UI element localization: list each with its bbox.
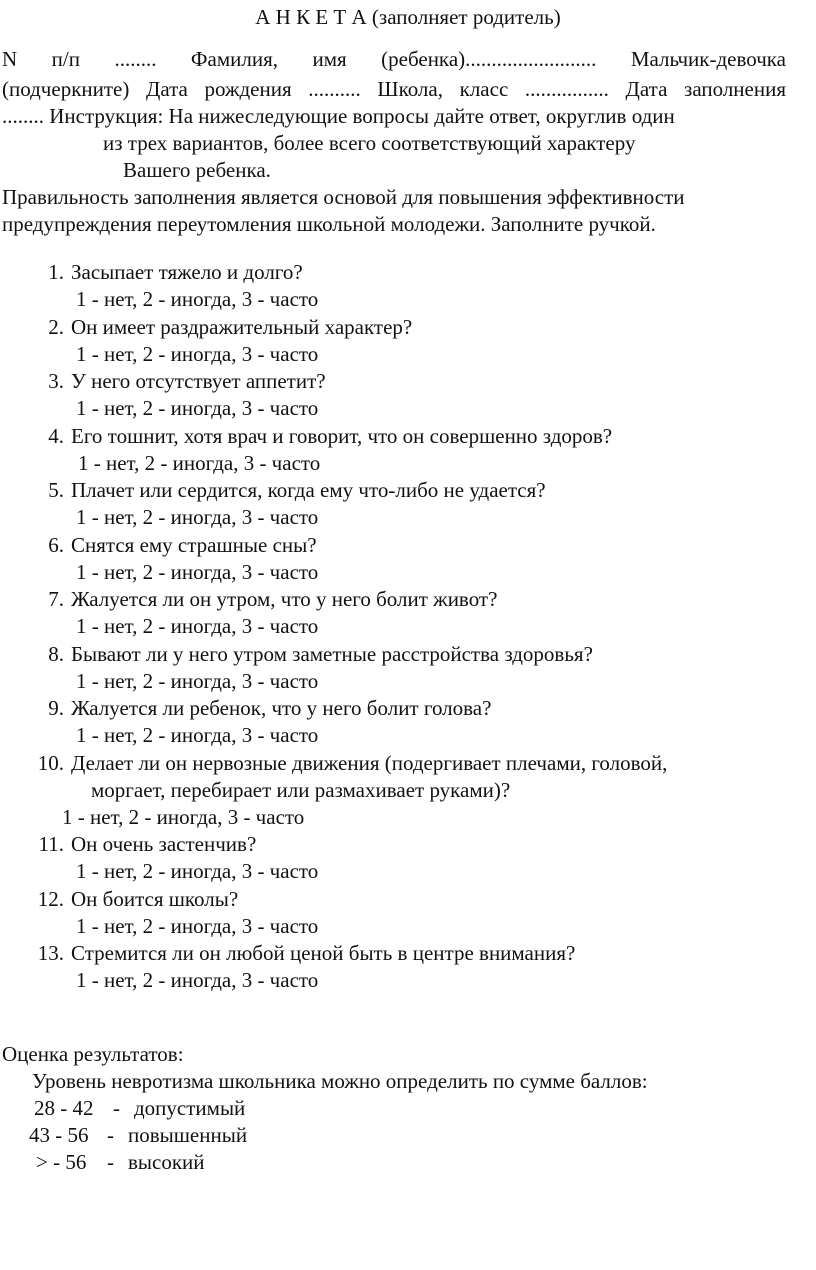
question-text: Снятся ему страшные сны? xyxy=(71,533,317,557)
question-number: 13. xyxy=(37,941,64,965)
question-text: Бывают ли у него утром заметные расстройства здоровья? xyxy=(71,642,593,666)
answer-options: 1 - нет, 2 - иногда, 3 - часто xyxy=(76,859,319,883)
question-number: 11. xyxy=(38,832,64,856)
question-text: Он имеет раздражительный характер? xyxy=(71,315,413,339)
answer-options: 1 - нет, 2 - иногда, 3 - часто xyxy=(76,723,319,747)
question-text: Плачет или сердится, когда ему что-либо не удается? xyxy=(71,478,546,502)
header-line-3: ........ Инструкция: На нижеследующие вопросы дайте ответ, округлив один xyxy=(2,104,675,128)
question-number: 1. xyxy=(48,260,64,284)
header-line-6: Правильность заполнения является основой для повышения эффективности xyxy=(2,185,685,209)
level-label: повышенный xyxy=(128,1123,248,1147)
question-text: Жалуется ли ребенок, что у него болит голова? xyxy=(71,696,492,720)
header-line-7: предупреждения переутомления школьной молодежи. Заполните ручкой. xyxy=(2,212,656,236)
level-dash: - xyxy=(113,1096,120,1120)
question-number: 12. xyxy=(37,887,64,911)
question-text: Его тошнит, хотя врач и говорит, что он совершенно здоров? xyxy=(71,424,613,448)
question-number: 3. xyxy=(48,369,64,393)
level-dash: - xyxy=(107,1123,114,1147)
question-number: 10. xyxy=(37,751,64,775)
question-number: 5. xyxy=(48,478,64,502)
question-text: Жалуется ли он утром, что у него болит живот? xyxy=(71,587,498,611)
results-intro: Уровень невротизма школьника можно определить по сумме баллов: xyxy=(32,1069,648,1093)
question-text: Он боится школы? xyxy=(71,887,239,911)
question-number: 7. xyxy=(48,587,64,611)
header-line-1: N п/п ........ Фамилия, имя (ребенка)......................... Мальчик-девочка xyxy=(2,47,786,71)
answer-options: 1 - нет, 2 - иногда, 3 - часто xyxy=(76,968,319,992)
header-line-2: (подчеркните) Дата рождения .......... Школа, класс ................ Дата заполнения xyxy=(2,77,786,101)
level-range: 28 - 42 xyxy=(34,1096,94,1120)
question-text: Засыпает тяжело и долго? xyxy=(71,260,303,284)
results-heading: Оценка результатов: xyxy=(2,1042,184,1066)
level-label: допустимый xyxy=(134,1096,246,1120)
answer-options: 1 - нет, 2 - иногда, 3 - часто xyxy=(76,914,319,938)
answer-options: 1 - нет, 2 - иногда, 3 - часто xyxy=(78,451,321,475)
answer-options: 1 - нет, 2 - иногда, 3 - часто xyxy=(76,287,319,311)
level-range: 43 - 56 xyxy=(29,1123,89,1147)
question-number: 8. xyxy=(48,642,64,666)
level-label: высокий xyxy=(128,1150,205,1174)
level-range: > - 56 xyxy=(36,1150,87,1174)
page-title: А Н К Е Т А (заполняет родитель) xyxy=(255,5,561,29)
answer-options: 1 - нет, 2 - иногда, 3 - часто xyxy=(76,614,319,638)
answer-options: 1 - нет, 2 - иногда, 3 - часто xyxy=(76,505,319,529)
question-text: Делает ли он нервозные движения (подергивает плечами, головой, xyxy=(71,751,668,775)
answer-options: 1 - нет, 2 - иногда, 3 - часто xyxy=(76,669,319,693)
question-text-continued: моргает, перебирает или размахивает руками)? xyxy=(91,778,511,802)
question-number: 6. xyxy=(48,533,64,557)
question-number: 4. xyxy=(48,424,64,448)
answer-options: 1 - нет, 2 - иногда, 3 - часто xyxy=(62,805,305,829)
answer-options: 1 - нет, 2 - иногда, 3 - часто xyxy=(76,560,319,584)
header-line-4: из трех вариантов, более всего соответствующий характеру xyxy=(103,131,636,155)
question-text: У него отсутствует аппетит? xyxy=(71,369,326,393)
header-line-5: Вашего ребенка. xyxy=(123,158,271,182)
level-dash: - xyxy=(107,1150,114,1174)
question-number: 9. xyxy=(48,696,64,720)
answer-options: 1 - нет, 2 - иногда, 3 - часто xyxy=(76,396,319,420)
question-text: Он очень застенчив? xyxy=(71,832,257,856)
question-text: Стремится ли он любой ценой быть в центре внимания? xyxy=(71,941,576,965)
question-number: 2. xyxy=(48,315,64,339)
answer-options: 1 - нет, 2 - иногда, 3 - часто xyxy=(76,342,319,366)
